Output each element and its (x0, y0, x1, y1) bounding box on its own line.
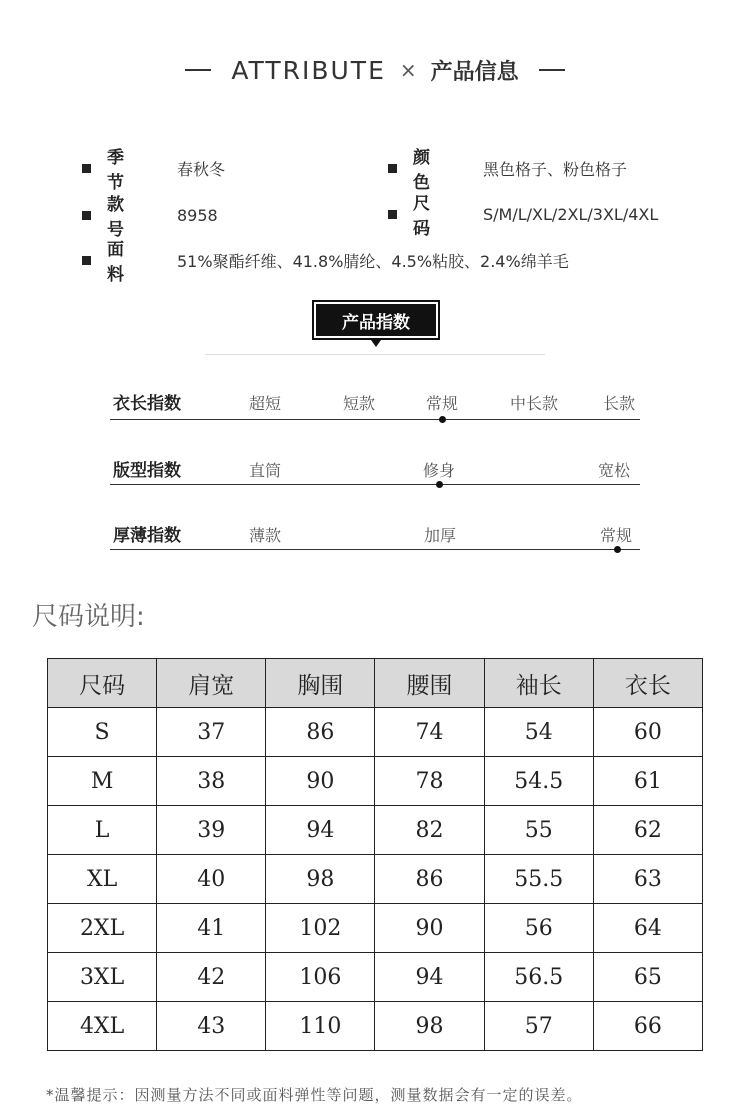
table-cell: 2XL (48, 904, 157, 953)
attribute-header (0, 50, 750, 90)
attr-style-no-label: 款 号 (107, 195, 138, 240)
right-dash (539, 69, 565, 71)
table-cell: 82 (375, 806, 484, 855)
index-scale-line (110, 419, 640, 420)
size-table-header: 胸围 (266, 659, 375, 708)
index-selected-dot (439, 416, 446, 423)
index-scale-line (110, 484, 640, 485)
index-row-length-title: 衣长指数 (113, 394, 181, 414)
index-option: 加厚 (424, 526, 457, 545)
table-cell: 66 (593, 1002, 702, 1051)
size-table-header-row (48, 659, 703, 708)
table-cell: 40 (157, 855, 266, 904)
table-cell: M (48, 757, 157, 806)
attr-season (82, 143, 225, 193)
table-cell: 55.5 (484, 855, 593, 904)
table-row (48, 904, 703, 953)
table-cell: 42 (157, 953, 266, 1002)
table-cell: 78 (375, 757, 484, 806)
table-cell: 56.5 (484, 953, 593, 1002)
size-table-header: 尺码 (48, 659, 157, 708)
table-cell: 98 (375, 1002, 484, 1051)
table-row (48, 1002, 703, 1051)
index-option: 宽松 (598, 461, 631, 480)
table-cell: 98 (266, 855, 375, 904)
attr-style-no-value: 8958 (177, 205, 218, 225)
table-cell: 62 (593, 806, 702, 855)
attr-size (388, 189, 658, 239)
left-dash (185, 69, 211, 71)
table-cell: 102 (266, 904, 375, 953)
bullet-square-icon (82, 164, 91, 173)
attr-color-label: 颜 色 (413, 148, 444, 193)
attr-season-value: 春秋冬 (177, 159, 226, 179)
table-cell: 60 (593, 708, 702, 757)
bullet-square-icon (388, 210, 397, 219)
table-row (48, 708, 703, 757)
table-cell: 106 (266, 953, 375, 1002)
size-table (47, 658, 703, 1051)
index-option: 修身 (423, 461, 456, 480)
table-cell: XL (48, 855, 157, 904)
table-cell: 54 (484, 708, 593, 757)
table-cell: 54.5 (484, 757, 593, 806)
size-table-header: 袖长 (484, 659, 593, 708)
size-table-header: 肩宽 (157, 659, 266, 708)
index-option: 超短 (249, 394, 282, 413)
table-cell: 94 (375, 953, 484, 1002)
attr-color-value: 黑色格子、粉色格子 (483, 159, 628, 179)
table-cell: 3XL (48, 953, 157, 1002)
table-cell: 110 (266, 1002, 375, 1051)
attr-fabric-label: 面 料 (107, 240, 138, 285)
table-cell: 64 (593, 904, 702, 953)
table-cell: 38 (157, 757, 266, 806)
index-selected-dot (614, 546, 621, 553)
index-option: 薄款 (249, 526, 282, 545)
table-cell: 74 (375, 708, 484, 757)
index-selected-dot (436, 481, 443, 488)
product-index-badge-label: 产品指数 (314, 302, 438, 338)
bullet-square-icon (82, 256, 91, 265)
table-cell: 37 (157, 708, 266, 757)
table-cell: 86 (266, 708, 375, 757)
header-cn-title: 产品信息 (430, 59, 519, 85)
attr-color (388, 143, 627, 193)
table-row (48, 757, 703, 806)
bullet-square-icon (82, 211, 91, 220)
table-row (48, 806, 703, 855)
attr-fabric-value: 51%聚酯纤维、41.8%腈纶、4.5%粘胶、2.4%绵羊毛 (177, 251, 569, 271)
size-chart-title: 尺码说明: (32, 602, 145, 632)
index-option: 中长款 (510, 394, 559, 413)
bullet-square-icon (388, 164, 397, 173)
divider (205, 354, 545, 355)
index-scale-line (110, 549, 640, 550)
table-cell: 65 (593, 953, 702, 1002)
table-cell: 94 (266, 806, 375, 855)
table-cell: 57 (484, 1002, 593, 1051)
product-index-badge (314, 302, 438, 338)
attr-size-value: S/M/L/XL/2XL/3XL/4XL (483, 204, 659, 224)
table-cell: 41 (157, 904, 266, 953)
attr-style-no (82, 190, 218, 240)
table-cell: 39 (157, 806, 266, 855)
index-row-fit-title: 版型指数 (113, 461, 181, 481)
table-row (48, 953, 703, 1002)
attr-season-label: 季 节 (107, 148, 138, 193)
attr-size-label: 尺 码 (413, 194, 444, 239)
index-option: 常规 (426, 394, 459, 413)
index-option: 直筒 (249, 461, 282, 480)
attr-fabric (82, 235, 569, 285)
table-cell: 61 (593, 757, 702, 806)
index-row-thickness-title: 厚薄指数 (113, 526, 181, 546)
table-cell: 55 (484, 806, 593, 855)
index-option: 长款 (603, 394, 636, 413)
table-cell: 43 (157, 1002, 266, 1051)
triangle-down-icon (371, 340, 381, 347)
table-cell: 63 (593, 855, 702, 904)
measurement-note: *温馨提示：因测量方法不同或面料弹性等问题，测量数据会有一定的误差。 (46, 1086, 583, 1104)
table-cell: L (48, 806, 157, 855)
table-cell: 56 (484, 904, 593, 953)
size-table-header: 腰围 (375, 659, 484, 708)
table-row (48, 855, 703, 904)
index-option: 短款 (343, 394, 376, 413)
table-cell: 90 (375, 904, 484, 953)
header-en-title: ATTRIBUTE (231, 55, 386, 85)
size-table-header: 衣长 (593, 659, 702, 708)
index-option: 常规 (600, 526, 633, 545)
table-cell: 4XL (48, 1002, 157, 1051)
table-cell: 86 (375, 855, 484, 904)
header-separator: × (399, 58, 417, 82)
table-cell: 90 (266, 757, 375, 806)
table-cell: S (48, 708, 157, 757)
